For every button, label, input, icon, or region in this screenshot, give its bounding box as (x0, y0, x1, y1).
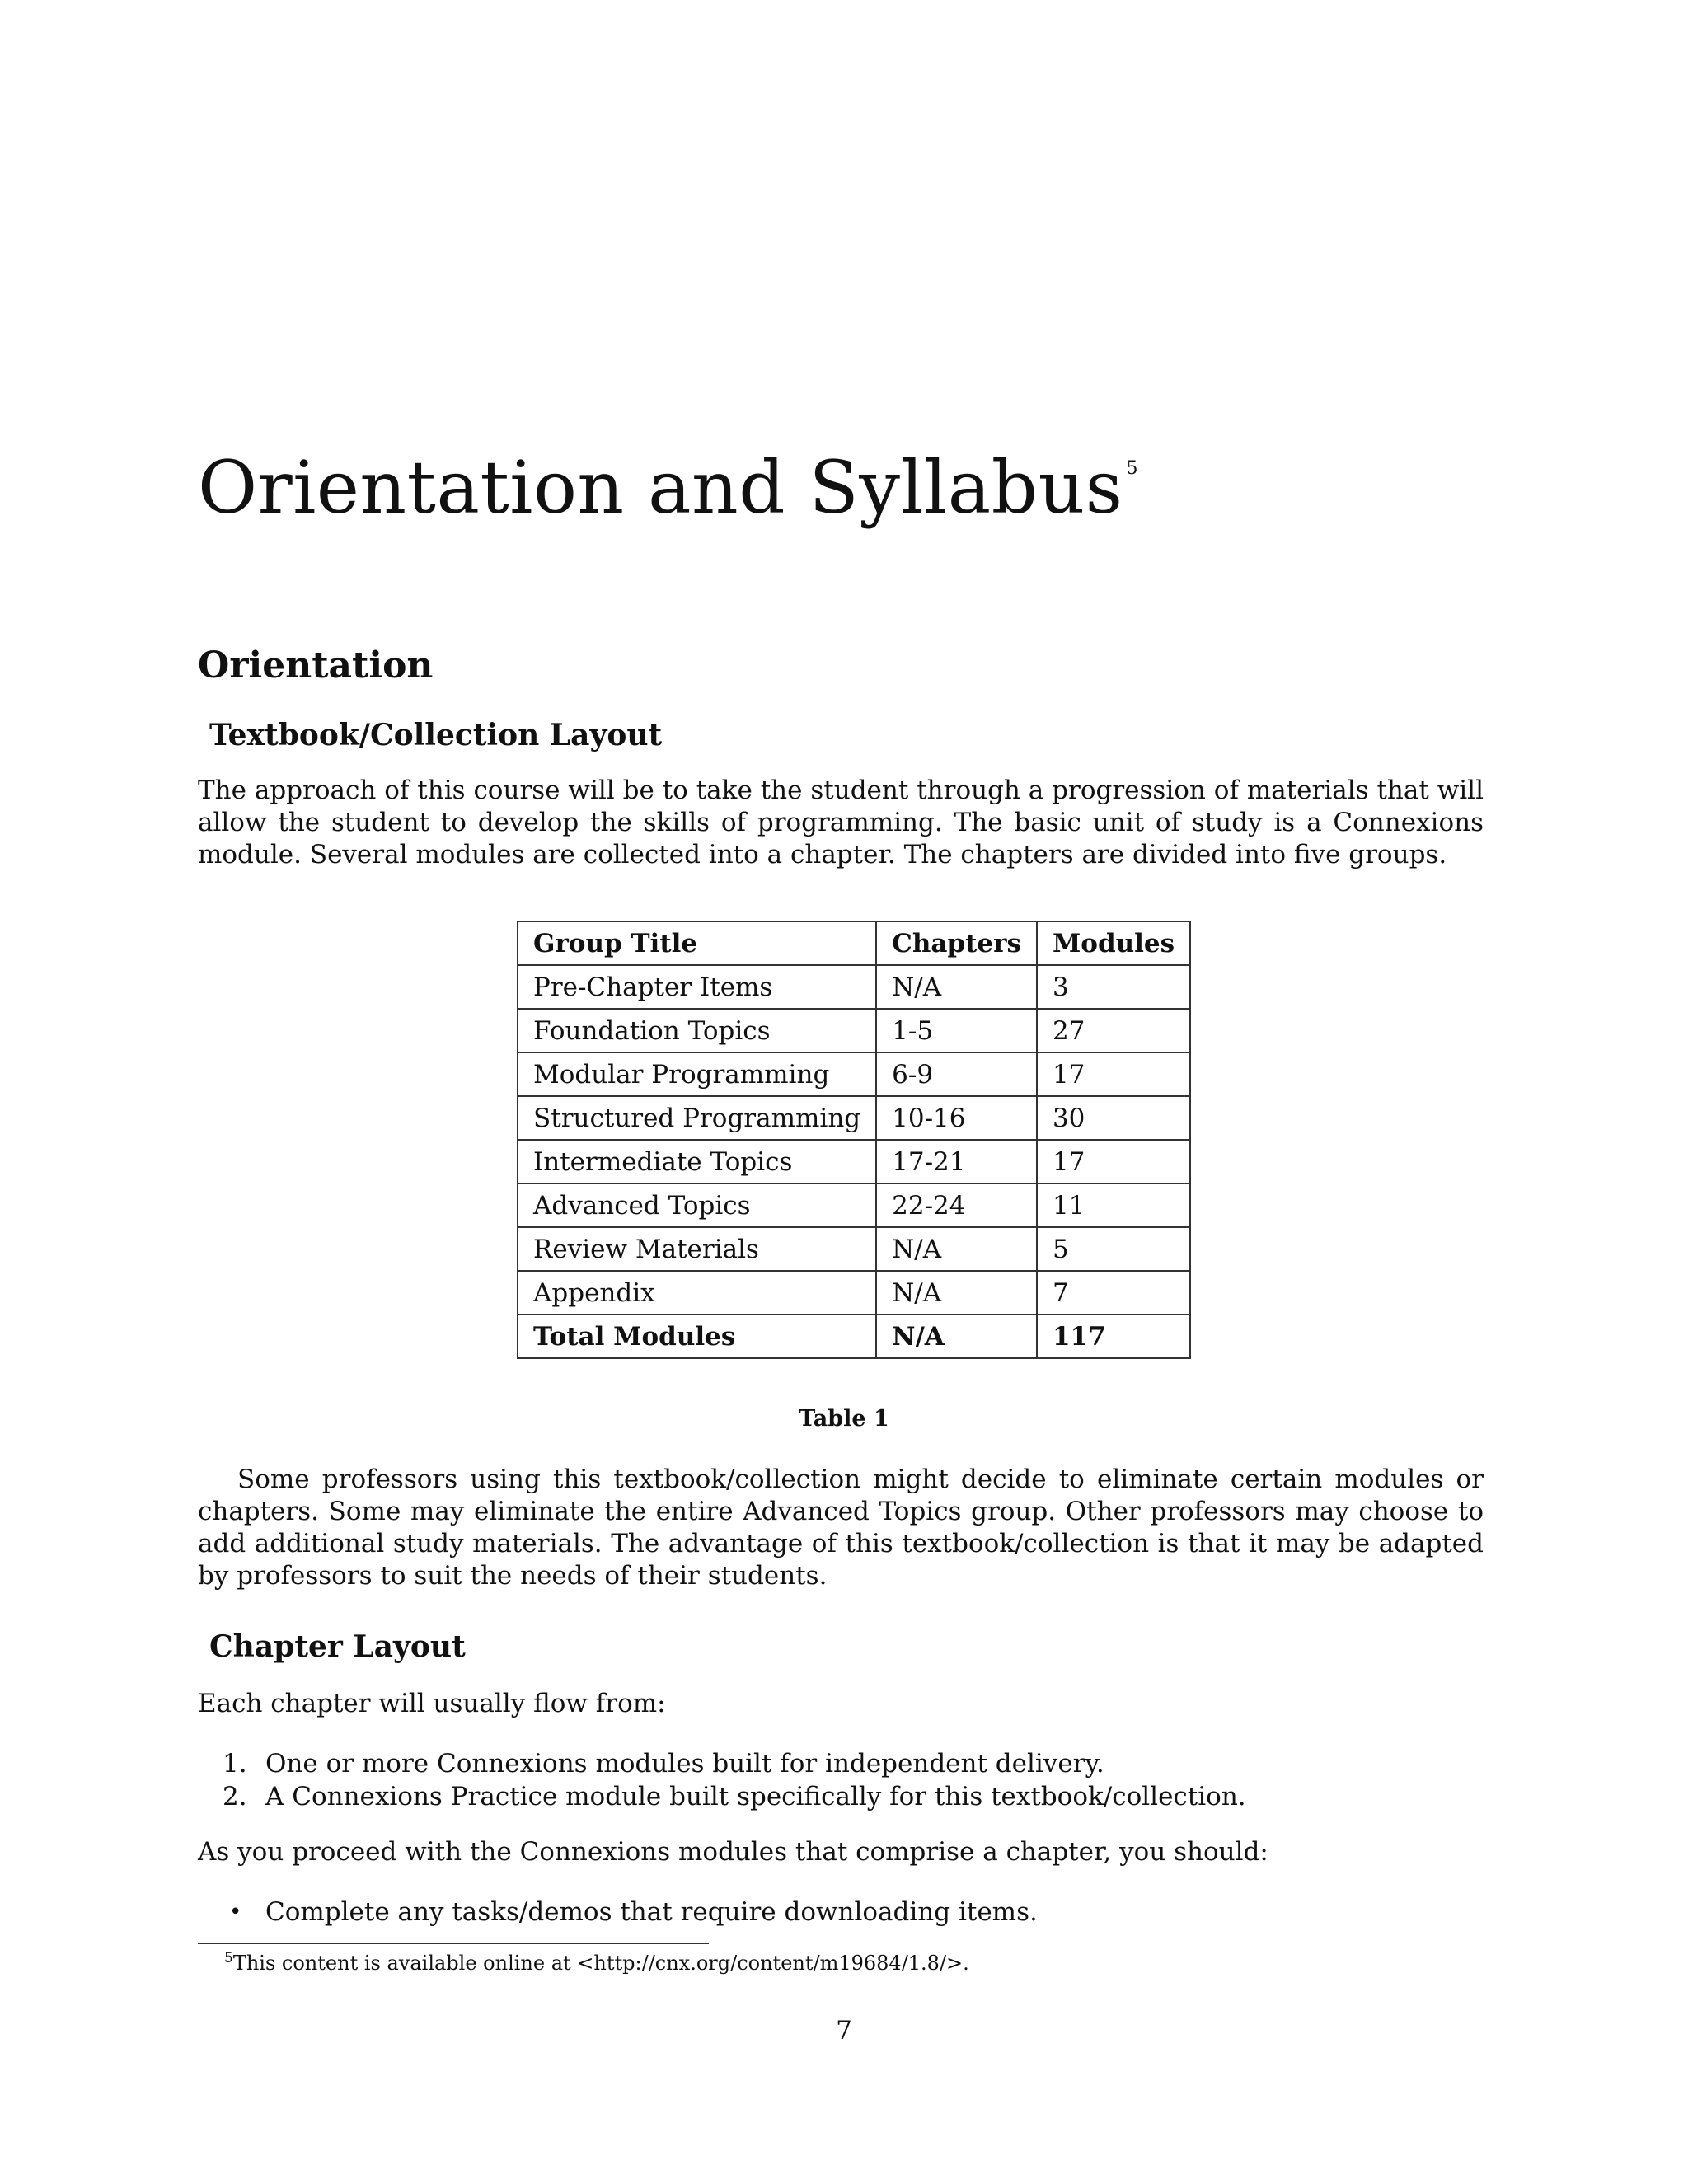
footnote-mark: 5 (224, 1950, 233, 1966)
tasks-bullet-list (229, 1896, 1038, 1929)
table-row (518, 1271, 1190, 1315)
cell-modules: 7 (1037, 1271, 1190, 1315)
cell-modules: 3 (1037, 965, 1190, 1009)
subsection-heading-layout: Textbook/Collection Layout (209, 718, 663, 752)
section-heading-orientation: Orientation (198, 644, 434, 687)
table-row (518, 1009, 1190, 1052)
proceed-paragraph: As you proceed with the Connexions modules that comprise a chapter, you should: (198, 1837, 1268, 1867)
list-item-text: Complete any tasks/demos that require downloading items. (265, 1897, 1038, 1927)
list-item (223, 1780, 1246, 1813)
cell-group: Pre-Chapter Items (518, 965, 876, 1009)
cell-modules: 5 (1037, 1227, 1190, 1271)
cell-chapters: 22-24 (876, 1183, 1037, 1227)
cell-chapters: 17-21 (876, 1140, 1037, 1183)
groups-table (517, 921, 1191, 1359)
title-text: Orientation and Syllabus (198, 445, 1123, 530)
header-chapters: Chapters (876, 921, 1037, 965)
cell-chapters: 10-16 (876, 1096, 1037, 1140)
table-total-row (518, 1315, 1190, 1358)
list-item (229, 1896, 1038, 1929)
table-row (518, 1227, 1190, 1271)
bullet-icon: • (229, 1900, 242, 1924)
cell-chapters: 1-5 (876, 1009, 1037, 1052)
cell-modules: 17 (1037, 1140, 1190, 1183)
chapter-flow-list (223, 1747, 1246, 1813)
total-label: Total Modules (518, 1315, 876, 1358)
cell-chapters: N/A (876, 1227, 1037, 1271)
cell-group: Foundation Topics (518, 1009, 876, 1052)
table-row (518, 1140, 1190, 1183)
table-header-row (518, 921, 1190, 965)
page-number: 7 (836, 2016, 852, 2046)
total-modules: 117 (1037, 1315, 1190, 1358)
page-title (198, 445, 1138, 530)
table-row (518, 1052, 1190, 1096)
table-row (518, 965, 1190, 1009)
cell-group: Appendix (518, 1271, 876, 1315)
table-row (518, 1183, 1190, 1227)
cell-chapters: 6-9 (876, 1052, 1037, 1096)
cell-group: Intermediate Topics (518, 1140, 876, 1183)
groups-table-container (517, 921, 1191, 1359)
footnote-text[interactable]: This content is available online at <http://cnx.org/content/m19684/1.8/>. (232, 1952, 969, 1975)
list-item-text: A Connexions Practice module built specifically for this textbook/collection. (265, 1782, 1246, 1811)
footnote-divider (198, 1943, 709, 1944)
total-chapters: N/A (876, 1315, 1037, 1358)
list-item-text: One or more Connexions modules built for independent delivery. (265, 1749, 1104, 1779)
flow-paragraph: Each chapter will usually flow from: (198, 1689, 666, 1718)
header-modules: Modules (1037, 921, 1190, 965)
table-row (518, 1096, 1190, 1140)
professors-paragraph: Some professors using this textbook/collection might decide to eliminate certain modules or chapters. Some may eliminate the entire Advanced Topics group. Other professors may choose to add additional study materials. The advantage of this textbook/collection is that it may be adapted by professors to suit the needs of their students. (198, 1465, 1484, 1591)
list-item (223, 1747, 1246, 1780)
title-footnote-mark[interactable]: 5 (1126, 458, 1138, 479)
header-group-title: Group Title (518, 921, 876, 965)
intro-paragraph: The approach of this course will be to take the student through a progression of materials that will allow the student to develop the skills of programming. The basic unit of study is a Connexions module. Several modules are collected into a chapter. The chapters are divided into five groups. (198, 776, 1484, 869)
cell-group: Review Materials (518, 1227, 876, 1271)
cell-group: Modular Programming (518, 1052, 876, 1096)
cell-group: Advanced Topics (518, 1183, 876, 1227)
footnote (224, 1952, 969, 1975)
list-number: 1. (223, 1749, 247, 1779)
cell-modules: 17 (1037, 1052, 1190, 1096)
cell-group: Structured Programming (518, 1096, 876, 1140)
cell-modules: 30 (1037, 1096, 1190, 1140)
table-caption: Table 1 (799, 1406, 889, 1432)
subsection-heading-chapter-layout: Chapter Layout (209, 1629, 466, 1664)
list-number: 2. (223, 1782, 247, 1811)
cell-modules: 11 (1037, 1183, 1190, 1227)
cell-chapters: N/A (876, 1271, 1037, 1315)
cell-chapters: N/A (876, 965, 1037, 1009)
cell-modules: 27 (1037, 1009, 1190, 1052)
